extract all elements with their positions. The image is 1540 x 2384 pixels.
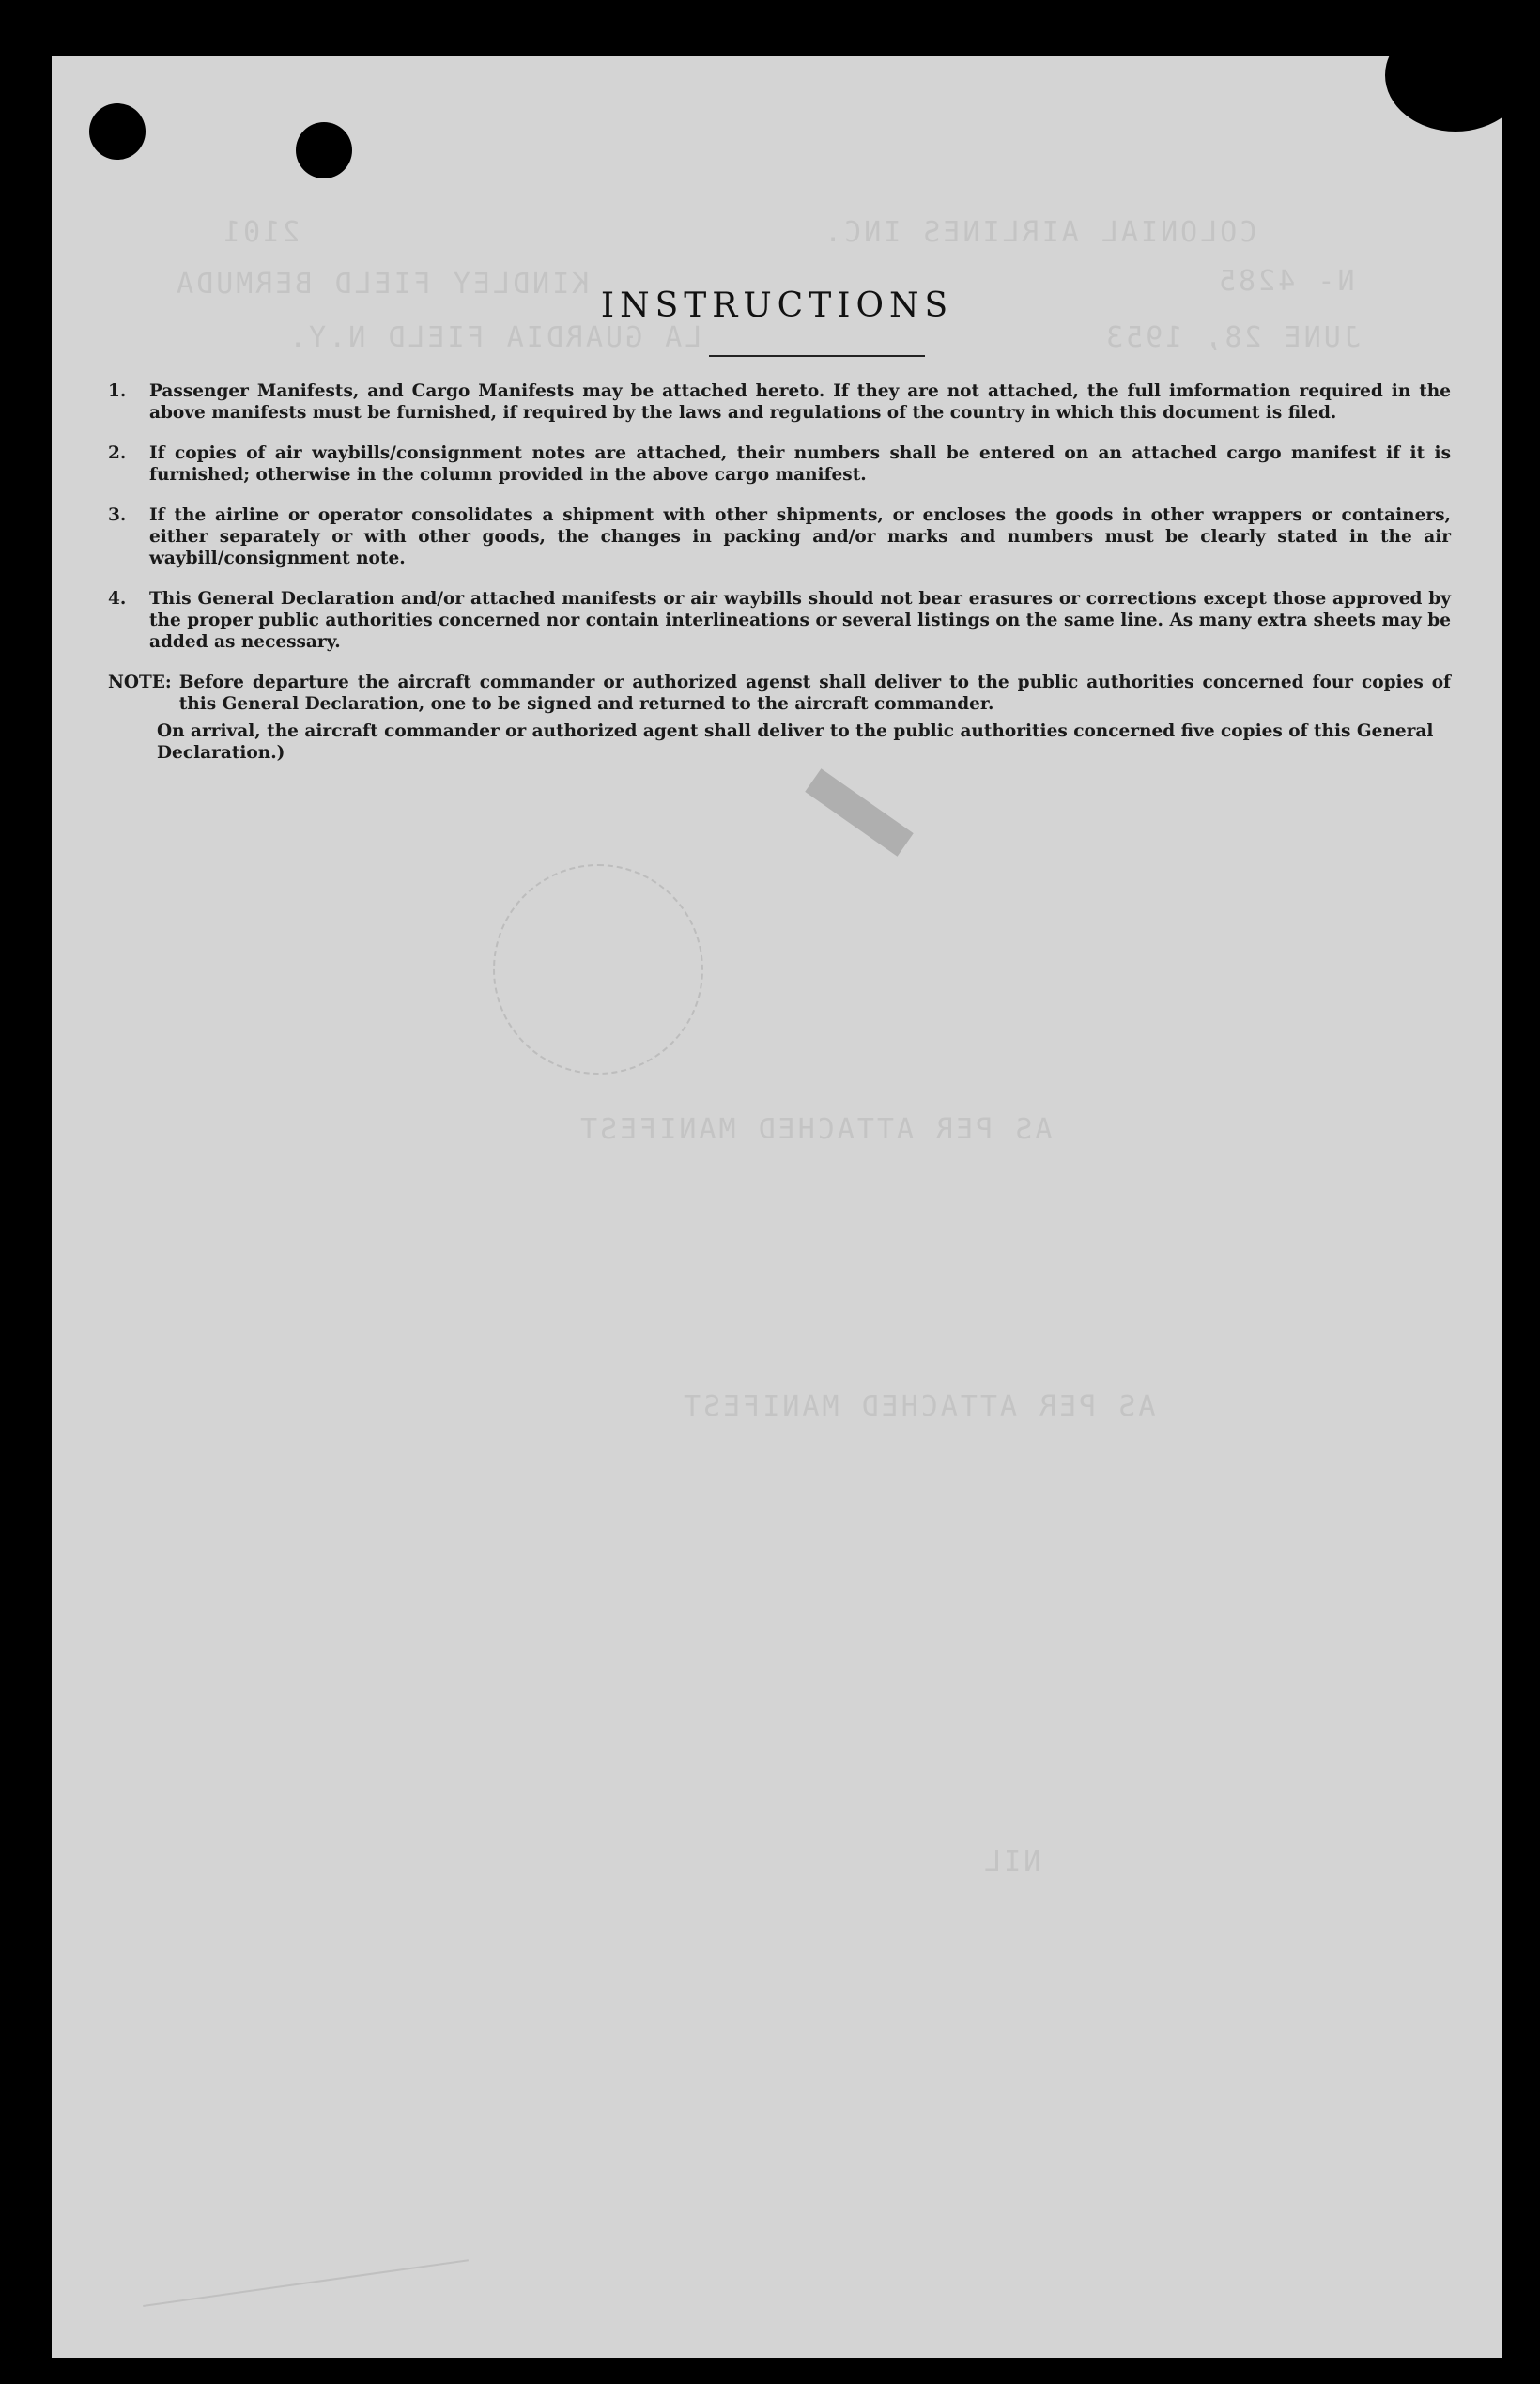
note-arrival-text: On arrival, the aircraft commander or authorized agent shall deliver to the public authorities concerned five copies of this General Declaration.) xyxy=(157,721,1434,763)
instructions-list xyxy=(108,380,1451,764)
item-text: If copies of air waybills/consignment notes are attached, their numbers shall be entered on an attached cargo manifest if it is furnished; otherwise in the column provided in the above cargo manifest. xyxy=(149,443,1451,485)
instruction-item xyxy=(108,504,1451,569)
instruction-item xyxy=(108,588,1451,653)
item-number: 3. xyxy=(108,505,127,525)
faint-circular-stamp xyxy=(493,864,703,1075)
torn-corner-right xyxy=(1385,56,1502,132)
item-number: 4. xyxy=(108,589,127,609)
item-number: 1. xyxy=(108,381,127,401)
note-label: NOTE: xyxy=(108,673,172,692)
instruction-item xyxy=(108,380,1451,424)
item-text: Passenger Manifests, and Cargo Manifests may be attached hereto. If they are not attached, the full imformation required in the above manifests must be furnished, if required by the laws and regulations of the country in which this document is filed. xyxy=(149,381,1451,423)
show-through-manifest-1: AS PER ATTACHED MANIFEST xyxy=(578,1113,1053,1146)
show-through-airline: COLONIAL AIRLINES INC. xyxy=(822,216,1257,249)
document-page xyxy=(52,56,1502,2358)
show-through-flight-code: 2101 xyxy=(221,216,300,249)
show-through-date: JUNE 28, 1953 xyxy=(1103,321,1361,354)
page-title: INSTRUCTIONS xyxy=(600,286,954,325)
note-text: Before departure the aircraft commander or authorized agenst shall deliver to the public authorities concerned four copies of this General Declaration, one to be signed and returned to the aircraft commander. xyxy=(178,673,1451,714)
instruction-item xyxy=(108,442,1451,486)
item-text: This General Declaration and/or attached manifests or air waybills should not bear erasures or corrections except those approved by the proper public authorities concerned nor contain interlineations or several listings on the same line. As many extra sheets may be added as necessary. xyxy=(149,589,1451,652)
ink-blot xyxy=(805,768,914,856)
show-through-manifest-2: AS PER ATTACHED MANIFEST xyxy=(681,1390,1156,1423)
faint-signature xyxy=(132,2185,469,2307)
punch-hole-center xyxy=(296,122,352,178)
punch-hole-left xyxy=(89,103,146,160)
note-arrival xyxy=(67,720,1451,764)
show-through-nil: NIL xyxy=(981,1846,1041,1879)
show-through-registration: N- 4285 xyxy=(1216,265,1355,298)
item-text: If the airline or operator consolidates a shipment with other shipments, or encloses the goods in other wrappers or containers, either separately or with other goods, the changes in packing and/or marks and numbers must be clearly stated in the air waybill/consignment note. xyxy=(149,505,1451,568)
show-through-destination: LA GUARDIA FIELD N.Y. xyxy=(286,321,702,354)
title-underline xyxy=(709,355,925,357)
item-number: 2. xyxy=(108,443,127,463)
note-block xyxy=(108,672,1451,715)
show-through-origin: KINDLEY FIELD BERMUDA xyxy=(174,268,590,301)
